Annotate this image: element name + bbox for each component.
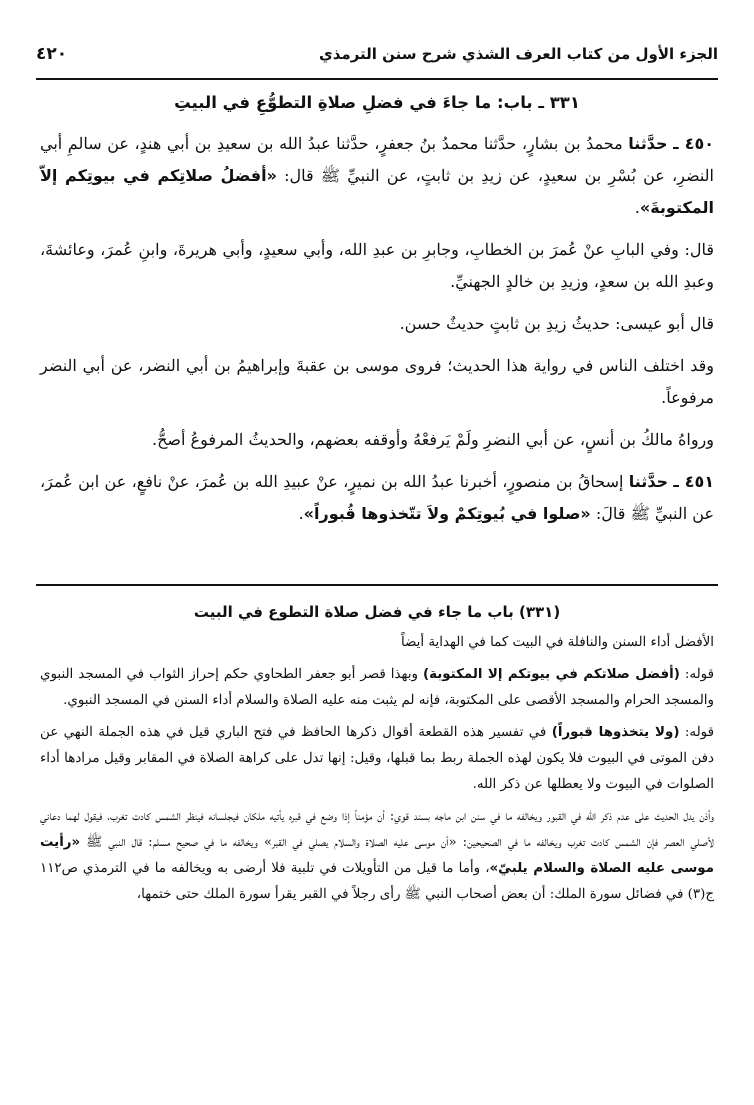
commentary-title: (٣٣١) باب ما جاء في فضل صلاة التطوع في البيت xyxy=(193,603,561,621)
commentary-paragraph-1: الأفضل أداء السنن والنافلة في البيت كما في الهداية أيضاً xyxy=(400,635,714,650)
hadith-text: إسحاقُ بن منصورٍ، أخبرنا عبدُ الله بن نميرٍ، عنْ عبيدِ الله بن عُمرَ، عنْ نافعٍ، عن ابن عُمرَ، عن النبيِّ ﷺ قالَ: xyxy=(40,472,714,523)
commentary-text: في تفسير هذه القطعة أقوال ذكرها الحافظ في فتح الباري قيل في هذه الجملة النهي عن دفن الموتى في البيوت فلا يكون لهذه الجملة ربط بما قبلها، وقيل: إنها تدل على كراهة الصلاة في المقابر وقيل مرادها أداء الصلوات في البيوت ولا يعطلها عن ذكر الله. xyxy=(40,725,714,792)
hadith-451 xyxy=(40,466,714,530)
page-number: ٤٢٠ xyxy=(36,44,68,64)
main-text xyxy=(40,88,714,540)
hadith-number: ٤٥٠ ـ xyxy=(673,134,714,153)
hadith-number: ٤٥١ ـ xyxy=(673,472,714,491)
hadith-lead: حدَّثنا xyxy=(628,134,668,153)
hadith-text: محمدُ بن بشارٍ، حدَّثنا محمدُ بنُ جعفرٍ، حدَّثنا عبدُ الله بن سعيدِ بن أبي هندٍ، عن سالمِ أبي النضرِ، عن بُسْرِ بن سعيدٍ، عن زيدِ بن ثابتٍ، عن النبيِّ ﷺ قال: xyxy=(40,134,714,185)
header-rule xyxy=(36,78,718,80)
book-title: الجزء الأول من كتاب العرف الشذي شرح سنن الترمذي xyxy=(319,45,718,63)
running-header xyxy=(36,40,718,68)
quoted-phrase: (ولا يتخذوها قبوراً) xyxy=(551,725,680,740)
quoted-phrase: (أفضل صلاتكم في بيوتكم إلا المكتوبة) xyxy=(422,667,680,682)
commentary xyxy=(40,598,714,914)
qawluhu: قوله: xyxy=(684,725,714,740)
commentary-paragraph-2 xyxy=(40,662,714,714)
hadith-lead: حدَّثنا xyxy=(628,472,669,491)
commentary-text: وبهذا قصر أبو جعفر الطحاوي حكم إحراز الثواب في المسجد النبوي والمسجد الحرام والمسجد الأقصى على المكتوبة، فإنه لم يثبت منه عليه الصلاة والسلام أداء السنن في المسجد النبوي. xyxy=(40,667,714,708)
quoted-phrase: «رأيت موسى عليه الصلاة والسلام يلبيّ» xyxy=(40,835,714,876)
hadith-end: . xyxy=(298,504,304,523)
commentary-paragraph-3 xyxy=(40,720,714,798)
commentary-divider xyxy=(36,584,718,586)
paragraph-qala: قال: وفي البابِ عنْ عُمرَ بن الخطابِ، وجابرِ بن عبدِ الله، وأبي سعيدٍ، وأبي هريرةَ، وابنِ عُمرَ، وعائشةَ، وعبدِ الله بن سعدٍ، وزيدِ بن خالدٍ الجهنيِّ. xyxy=(40,240,714,291)
commentary-paragraph-4 xyxy=(40,804,714,908)
commentary-text: ، وأما ما قيل من التأويلات في تلبية فلا أرضى به ويخالفه ما في الترمذي ص١١٢ ج(٣) في فضائل سورة الملك: أن بعض أصحاب النبي ﷺ رأى رجلاً في القبر يقرأ سورة الملك حتى ختمها، xyxy=(40,861,714,902)
hadith-quote: «صلوا في بُيوتِكمْ ولاَ تتّخذوها قُبوراً» xyxy=(303,504,591,523)
qawluhu: قوله: xyxy=(684,667,714,682)
hadith-450 xyxy=(40,128,714,224)
paragraph-malik: ورواهُ مالكُ بن أنسٍ، عن أبي النضرِ ولَمْ يَرفعْهُ وأوقفه بعضهم، والحديثُ المرفوعُ أصحُّ. xyxy=(151,430,714,449)
commentary-text: وأذن يدل الحديث على عدم ذكر الله في القبور ويخالفه ما في سنن ابن ماجه بسند قوي: أن مؤمناً إذا وضع في قبره يأتيه ملكان فيجلسانه فينظر الشمس كادت تغرب، فيقول لهما دعاني لأصلي العصر فإن الشمس كادت تغرب ويخالفه ما في الصحيحين: «أن موسى عليه الصلاة والسلام يصلي في القبر» ويخالفه ما في صحيح مسلم: قال النبي ﷺ xyxy=(40,809,714,850)
hadith-quote: «أفضلُ صلاتِكم في بيوتِكم إلاّ المكتوبةَ» xyxy=(40,166,714,217)
hadith-end: . xyxy=(634,198,640,217)
paragraph-ikhtalafa: وقد اختلف الناس في رواية هذا الحديث؛ فروى موسى بن عقبةَ وإبراهيمُ بن أبي النضر، عن أبي النضر مرفوعاً. xyxy=(40,356,715,407)
chapter-title: ٣٣١ ـ باب: ما جاءَ في فضلِ صلاةِ التطوُّعِ في البيتِ xyxy=(174,93,580,112)
paragraph-abu-isa: قال أبو عيسى: حديثُ زيدِ بن ثابتٍ حديثٌ حسن. xyxy=(399,314,714,333)
